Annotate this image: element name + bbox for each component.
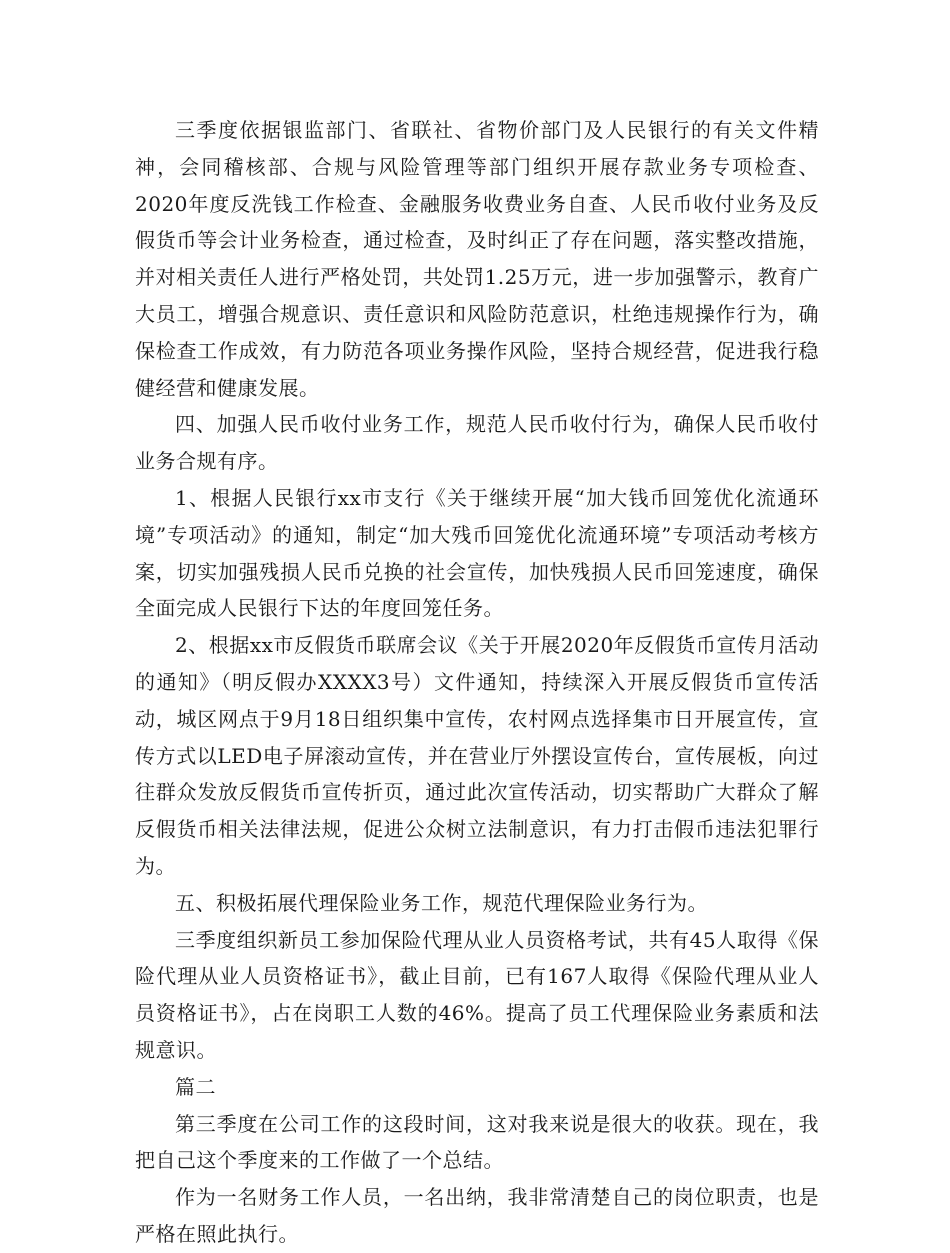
paragraph-inspection-summary: 三季度依据银监部门、省联社、省物价部门及人民银行的有关文件精神，会同稽核部、合规与风险管理等部门组织开展存款业务专项检查、2020年度反洗钱工作检查、金融服务收费业务自查、人民币收付业务及反假货币等会计业务检查，通过检查，及时纠正了存在问题，落实整改措施，并对相关责任人进行严格处罚，共处罚1.25万元，进一步加强警示，教育广大员工，增强合规意识、责任意识和风险防范意识，杜绝违规操作行为，确保检查工作成效，有力防范各项业务操作风险，坚持合规经营，促进我行稳健经营和健康发展。 [135, 118, 819, 400]
paragraph-cashier-duties: 作为一名财务工作人员，一名出纳，我非常清楚自己的岗位职责，也是严格在照此执行。 [135, 1185, 819, 1246]
heading-insurance-agency: 五、积极拓展代理保险业务工作，规范代理保险业务行为。 [175, 890, 708, 915]
paragraph-quarter-intro: 第三季度在公司工作的这段时间，这对我来说是很大的收获。现在，我把自己这个季度来的工作做了一个总结。 [135, 1111, 819, 1173]
section-label-part-two: 篇二 [175, 1074, 216, 1099]
document-body [135, 112, 819, 1253]
heading-rmb-business: 四、加强人民币收付业务工作，规范人民币收付行为，确保人民币收付业务合规有序。 [135, 412, 819, 474]
paragraph-anti-counterfeit-campaign: 2、根据xx市反假货币联席会议《关于开展2020年反假货币宣传月活动的通知》（明反假办XXXX3号）文件通知，持续深入开展反假货币宣传活动，城区网点于9月18日组织集中宣传，农村网点选择集市日开展宣传，宣传方式以LED电子屏滚动宣传，并在营业厅外摆设宣传台，宣传展板，向过往群众发放反假货币宣传折页，通过此次宣传活动，切实帮助广大群众了解反假货币相关法律法规，促进公众树立法制意识，有力打击假币违法犯罪行为。 [135, 633, 819, 878]
paragraph-insurance-qualification: 三季度组织新员工参加保险代理从业人员资格考试，共有45人取得《保险代理从业人员资格证书》，截止目前，已有167人取得《保险代理从业人员资格证书》，占在岗职工人数的46%。提高了员工代理保险业务素质和法规意识。 [135, 927, 819, 1062]
paragraph-damaged-currency-recall: 1、根据人民银行xx市支行《关于继续开展“加大钱币回笼优化流通环境”专项活动》的通知，制定“加大残币回笼优化流通环境”专项活动考核方案，切实加强残损人民币兑换的社会宣传，加快残损人民币回笼速度，确保全面完成人民银行下达的年度回笼任务。 [135, 485, 819, 621]
